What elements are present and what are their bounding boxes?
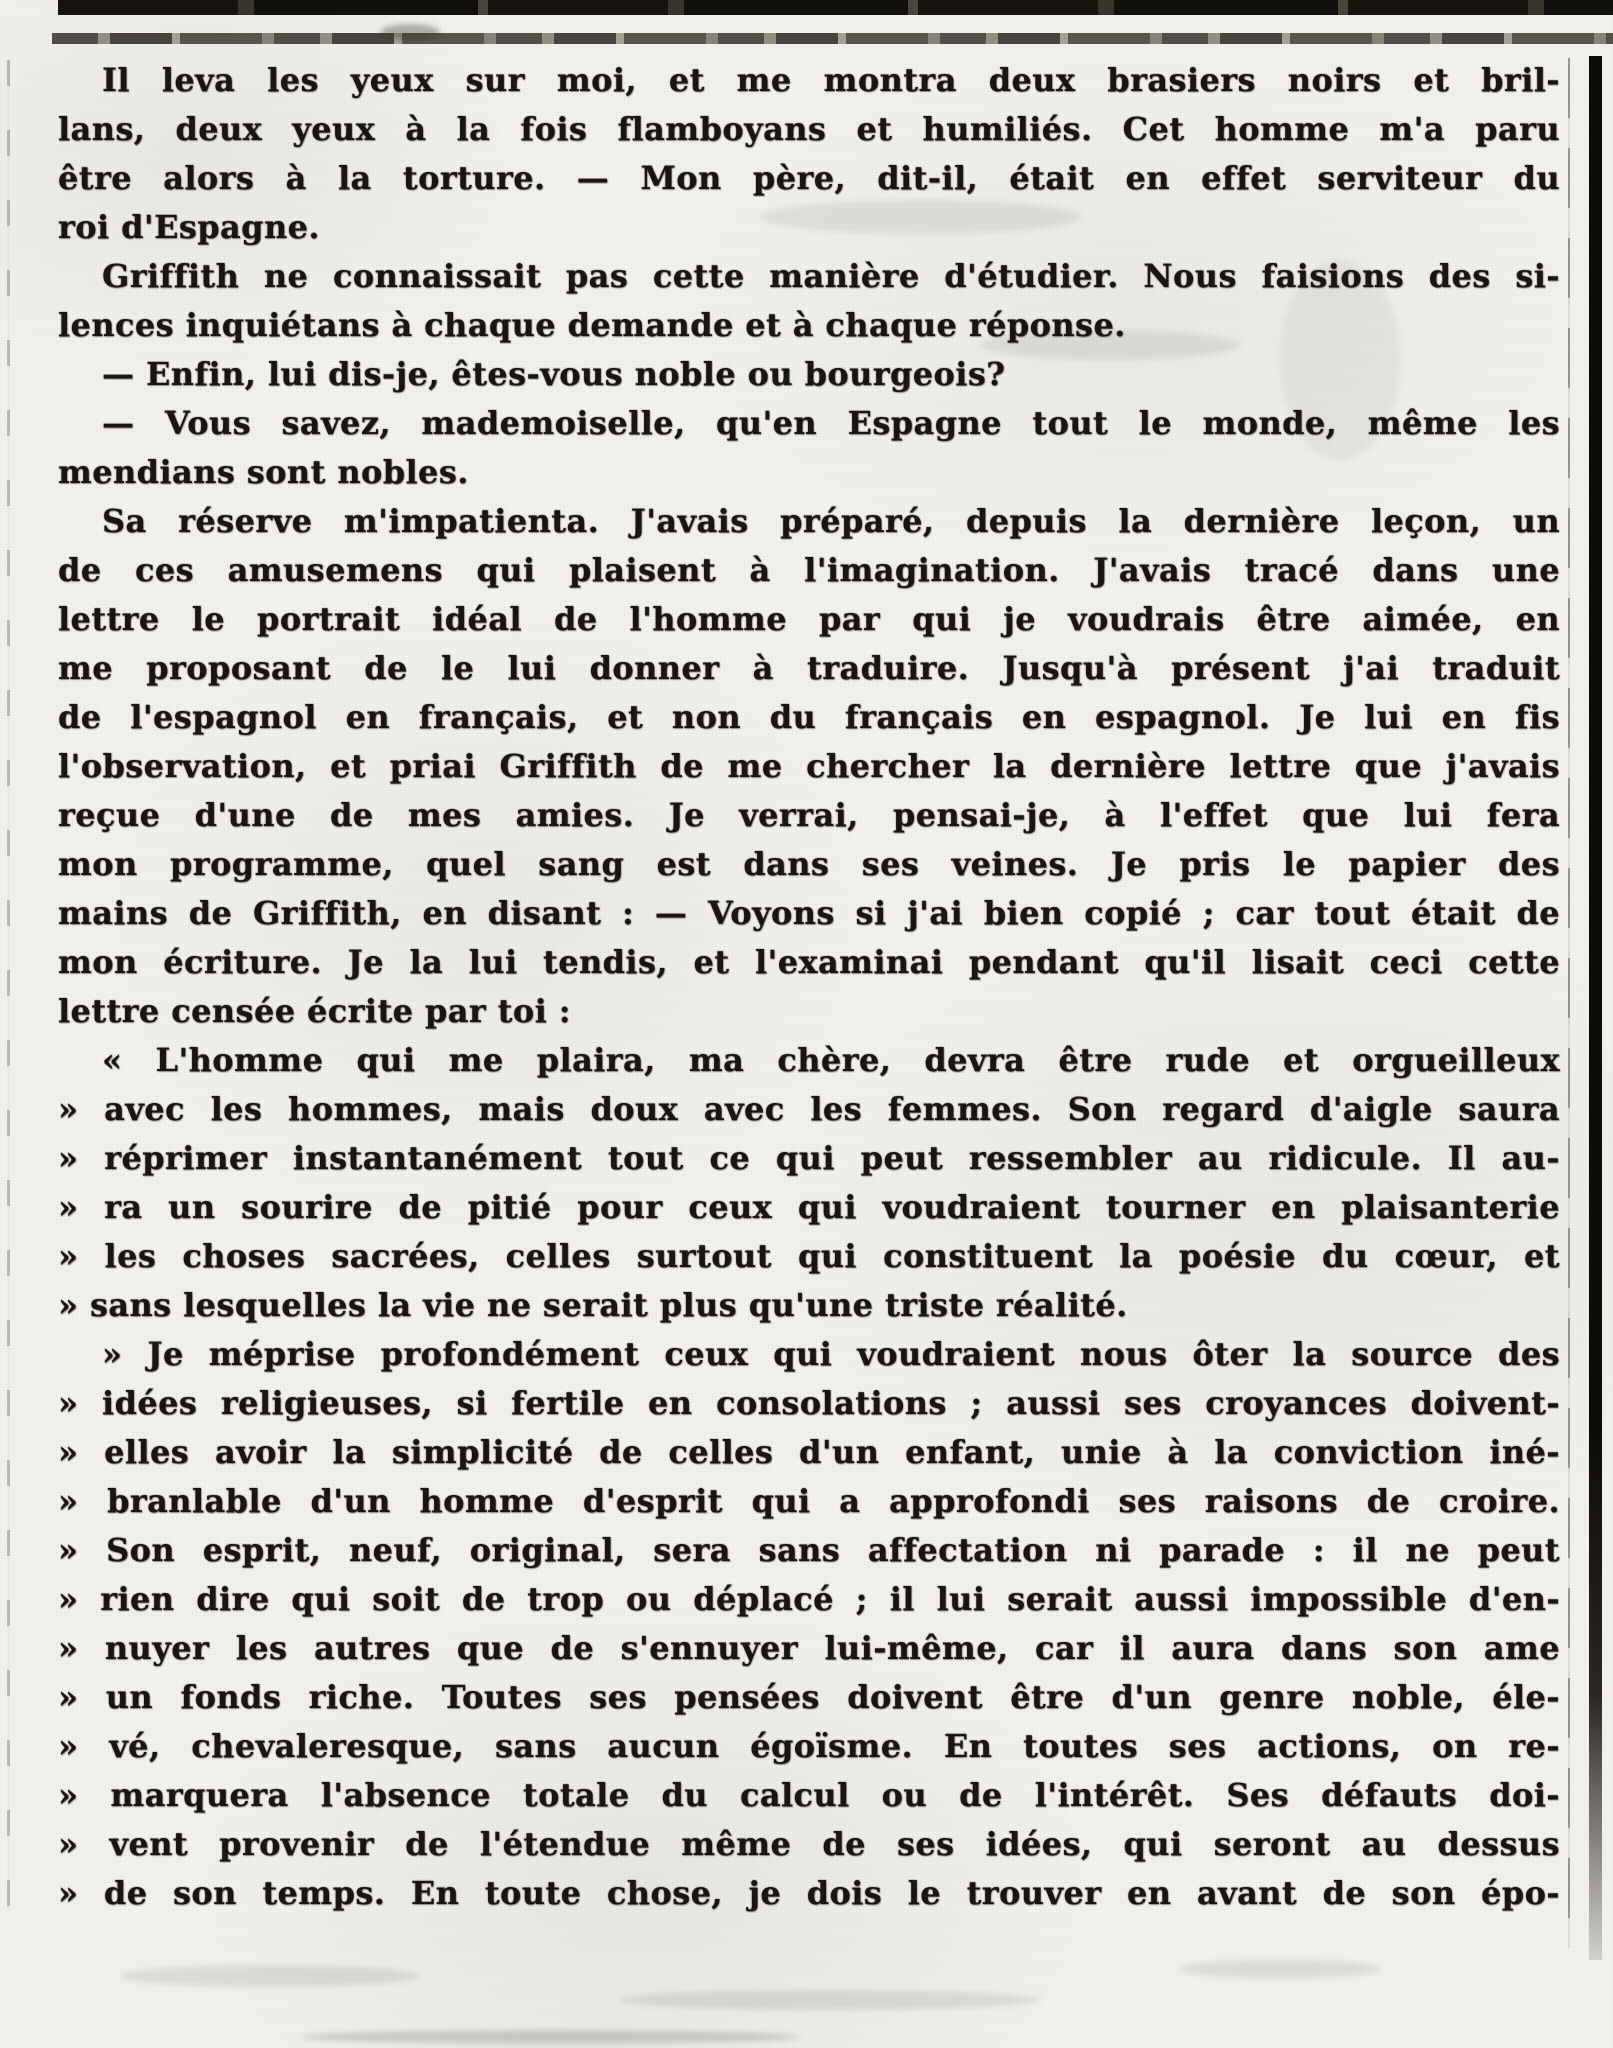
top-column-rule-second — [52, 33, 1613, 44]
text-line: Sa réserve m'impatienta. J'avais préparé, depuis la dernière leçon, un — [102, 502, 1560, 540]
text-line: mon programme, quel sang est dans ses veines. Je pris le papier des — [58, 845, 1560, 883]
top-column-rule — [58, 0, 1613, 15]
text-line: me proposant de le lui donner à traduire. Jusqu'à présent j'ai traduit — [58, 649, 1560, 687]
left-page-edge-line — [7, 60, 10, 1910]
text-line: » un fonds riche. Toutes ses pensées doivent être d'un genre noble, éle- — [58, 1678, 1560, 1716]
text-line: » avec les hommes, mais doux avec les femmes. Son regard d'aigle saura — [58, 1090, 1560, 1128]
text-line: mains de Griffith, en disant : — Voyons si j'ai bien copié ; car tout était de — [58, 894, 1560, 932]
paper-smudge — [380, 24, 440, 40]
text-line: Il leva les yeux sur moi, et me montra deux brasiers noirs et bril- — [102, 61, 1560, 99]
text-line: » Son esprit, neuf, original, sera sans affectation ni parade : il ne peut — [58, 1531, 1560, 1569]
text-line: « L'homme qui me plaira, ma chère, devra être rude et orgueilleux — [102, 1041, 1560, 1079]
text-line: » nuyer les autres que de s'ennuyer lui-même, car il aura dans son ame — [58, 1629, 1560, 1667]
text-line: » elles avoir la simplicité de celles d'un enfant, unie à la conviction iné- — [58, 1433, 1560, 1471]
text-line: lences inquiétans à chaque demande et à chaque réponse. — [58, 306, 1126, 344]
article-paragraph — [58, 1330, 1560, 1918]
text-line: de l'espagnol en français, et non du français en espagnol. Je lui en fis — [58, 698, 1560, 736]
article-paragraph — [58, 497, 1560, 1036]
text-line: » vé, chevaleresque, sans aucun égoïsme. En toutes ses actions, on re- — [58, 1727, 1560, 1765]
paper-smudge — [300, 2030, 800, 2044]
article-paragraph — [58, 56, 1560, 252]
text-line: » les choses sacrées, celles surtout qui constituent la poésie du cœur, et — [58, 1237, 1560, 1275]
text-line: » vent provenir de l'étendue même de ses idées, qui seront au dessus — [58, 1825, 1560, 1863]
text-line: » branlable d'un homme d'esprit qui a approfondi ses raisons de croire. — [58, 1482, 1560, 1520]
article-text — [58, 56, 1560, 1918]
text-line: reçue d'une de mes amies. Je verrai, pensai-je, à l'effet que lui fera — [58, 796, 1560, 834]
article-paragraph — [58, 1036, 1560, 1330]
text-line: — Enfin, lui dis-je, êtes-vous noble ou bourgeois? — [102, 355, 1006, 393]
text-line: Griffith ne connaissait pas cette manière d'étudier. Nous faisions des si- — [102, 257, 1560, 295]
text-line: l'observation, et priai Griffith de me chercher la dernière lettre que j'avais — [58, 747, 1560, 785]
text-line: lettre censée écrite par toi : — [58, 992, 571, 1030]
paper-smudge — [1180, 1960, 1380, 1978]
text-line: » marquera l'absence totale du calcul ou de l'intérêt. Ses défauts doi- — [58, 1776, 1560, 1814]
text-line: mon écriture. Je la lui tendis, et l'examinai pendant qu'il lisait ceci cette — [58, 943, 1560, 981]
text-line: être alors à la torture. — Mon père, dit-il, était en effet serviteur du — [58, 159, 1560, 197]
text-line: roi d'Espagne. — [58, 208, 320, 246]
article-paragraph — [58, 399, 1560, 497]
paper-smudge — [620, 1990, 1040, 2010]
text-line: » de son temps. En toute chose, je dois le trouver en avant de son épo- — [58, 1874, 1560, 1912]
article-paragraph — [58, 350, 1560, 399]
text-line: » idées religieuses, si fertile en consolations ; aussi ses croyances doivent- — [58, 1384, 1560, 1422]
article-paragraph — [58, 252, 1560, 350]
right-column-rule-thin — [1568, 58, 1570, 1948]
text-line: » réprimer instantanément tout ce qui peut ressembler au ridicule. Il au- — [58, 1139, 1560, 1177]
text-line: lans, deux yeux à la fois flamboyans et humiliés. Cet homme m'a paru — [58, 110, 1560, 148]
text-line: » Je méprise profondément ceux qui voudraient nous ôter la source des — [102, 1335, 1560, 1373]
text-line: mendians sont nobles. — [58, 453, 469, 491]
text-line: » sans lesquelles la vie ne serait plus qu'une triste réalité. — [58, 1286, 1128, 1324]
paper-smudge — [120, 1965, 420, 1987]
text-line: lettre le portrait idéal de l'homme par qui je voudrais être aimée, en — [58, 600, 1560, 638]
text-line: — Vous savez, mademoiselle, qu'en Espagne tout le monde, même les — [102, 404, 1560, 442]
right-column-rule — [1589, 56, 1602, 1960]
text-line: de ces amusemens qui plaisent à l'imagination. J'avais tracé dans une — [58, 551, 1560, 589]
text-line: » ra un sourire de pitié pour ceux qui voudraient tourner en plaisanterie — [58, 1188, 1560, 1226]
text-line: » rien dire qui soit de trop ou déplacé ; il lui serait aussi impossible d'en- — [58, 1580, 1560, 1618]
